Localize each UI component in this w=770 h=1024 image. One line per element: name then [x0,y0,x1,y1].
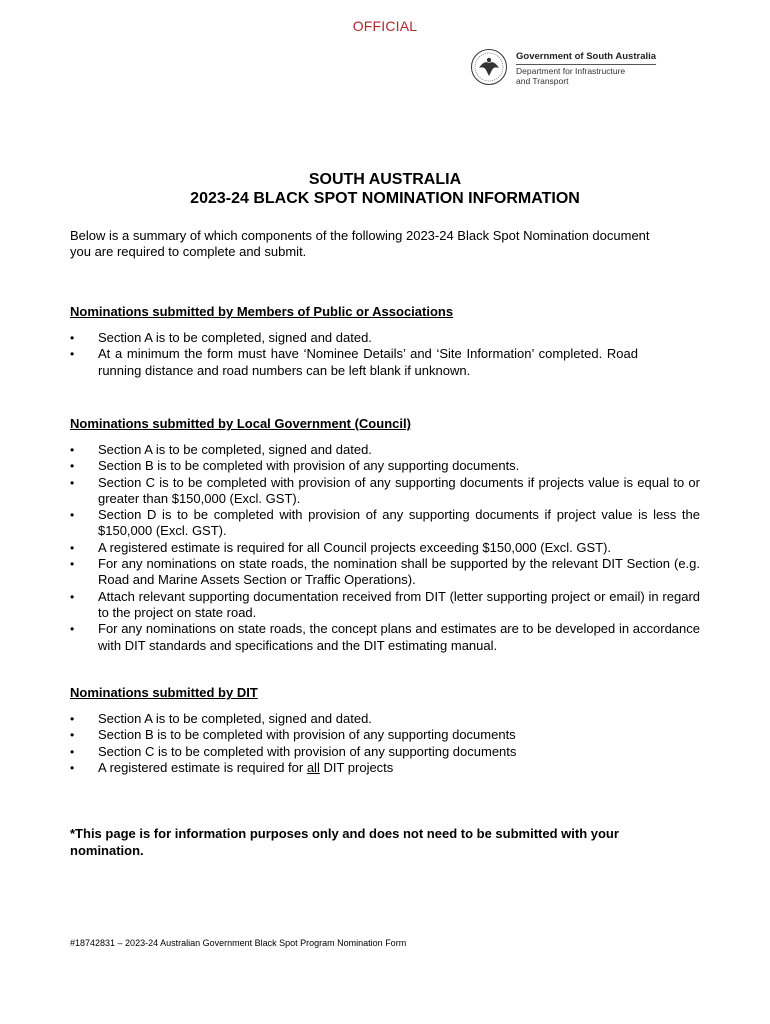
bullet-icon: • [70,475,75,490]
title-line-2: 2023-24 BLACK SPOT NOMINATION INFORMATION [190,190,580,207]
list-item: • Section B is to be completed with provision of any supporting documents. [70,458,520,474]
heading-dit: Nominations submitted by DIT [70,685,258,700]
bullet-icon: • [70,760,75,775]
government-logo [470,48,670,88]
list-item: • Section C is to be completed with provision of any supporting documents [70,743,517,759]
list-council [70,442,700,654]
list-item: • Section D is to be completed with provision of any supporting documents if project value is less the $150,000 (Excl. GST). [70,507,700,539]
bullet-icon: • [70,347,75,362]
list-item: • A registered estimate is required for all DIT projects [70,759,394,775]
list-item: • Section B is to be completed with provision of any supporting documents [70,727,516,743]
bullet-icon: • [70,459,75,474]
information-note: *This page is for information purposes only and does not need to be submitted with your nomination. [70,826,619,858]
list-item: • For any nominations on state roads, the nomination shall be supported by the relevant DIT Section (e.g. Road and Marine Assets Section or Traffic Operations). [70,556,700,588]
page-title [0,170,770,208]
bullet-icon: • [70,622,75,637]
logo-divider [516,64,656,65]
list-item: • At a minimum the form must have ‘Nominee Details’ and ‘Site Information’ completed. Road running distance and road numbers can be left blank if unknown. [70,346,638,378]
list-item: • For any nominations on state roads, the concept plans and estimates are to be developed in accordance with DIT standards and specifications and the DIT estimating manual. [70,621,700,653]
bullet-icon: • [70,728,75,743]
bullet-icon: • [70,331,75,345]
list-dit [70,711,700,776]
department-name: Department for Infrastructure and Transport [516,66,626,86]
intro-paragraph: Below is a summary of which components of the following 2023-24 Black Spot Nomination document you are required to complete and submit. [70,228,650,259]
classification-label: OFFICIAL [352,18,418,34]
list-item: • Attach relevant supporting documentation received from DIT (letter supporting project or email) in regard to the project on state road. [70,588,700,620]
heading-public: Nominations submitted by Members of Public or Associations [70,304,454,319]
bullet-icon: • [70,508,75,523]
bullet-icon: • [70,557,75,572]
list-public [70,330,700,379]
bullet-icon: • [70,744,75,759]
bullet-icon: • [70,540,75,555]
list-item: • Section A is to be completed, signed and dated. [70,711,372,726]
bullet-icon: • [70,712,75,726]
list-item: • Section C is to be completed with provision of any supporting documents if projects value is equal to or greater than $150,000 (Excl. GST). [70,474,700,506]
document-footer: #18742831 – 2023-24 Australian Government Black Spot Program Nomination Form [70,938,407,948]
list-item: • Section A is to be completed, signed and dated. [70,442,372,457]
bullet-icon: • [70,589,75,604]
state-crest-icon [470,48,508,86]
list-item: • Section A is to be completed, signed and dated. [70,330,372,345]
emphasis-all: all [306,759,320,775]
list-item: • A registered estimate is required for all Council projects exceeding $150,000 (Excl. GST). [70,539,612,555]
government-name: Government of South Australia [516,51,657,62]
heading-council: Nominations submitted by Local Government (Council) [70,416,411,431]
bullet-icon: • [70,443,75,457]
title-line-1: SOUTH AUSTRALIA [308,171,462,188]
